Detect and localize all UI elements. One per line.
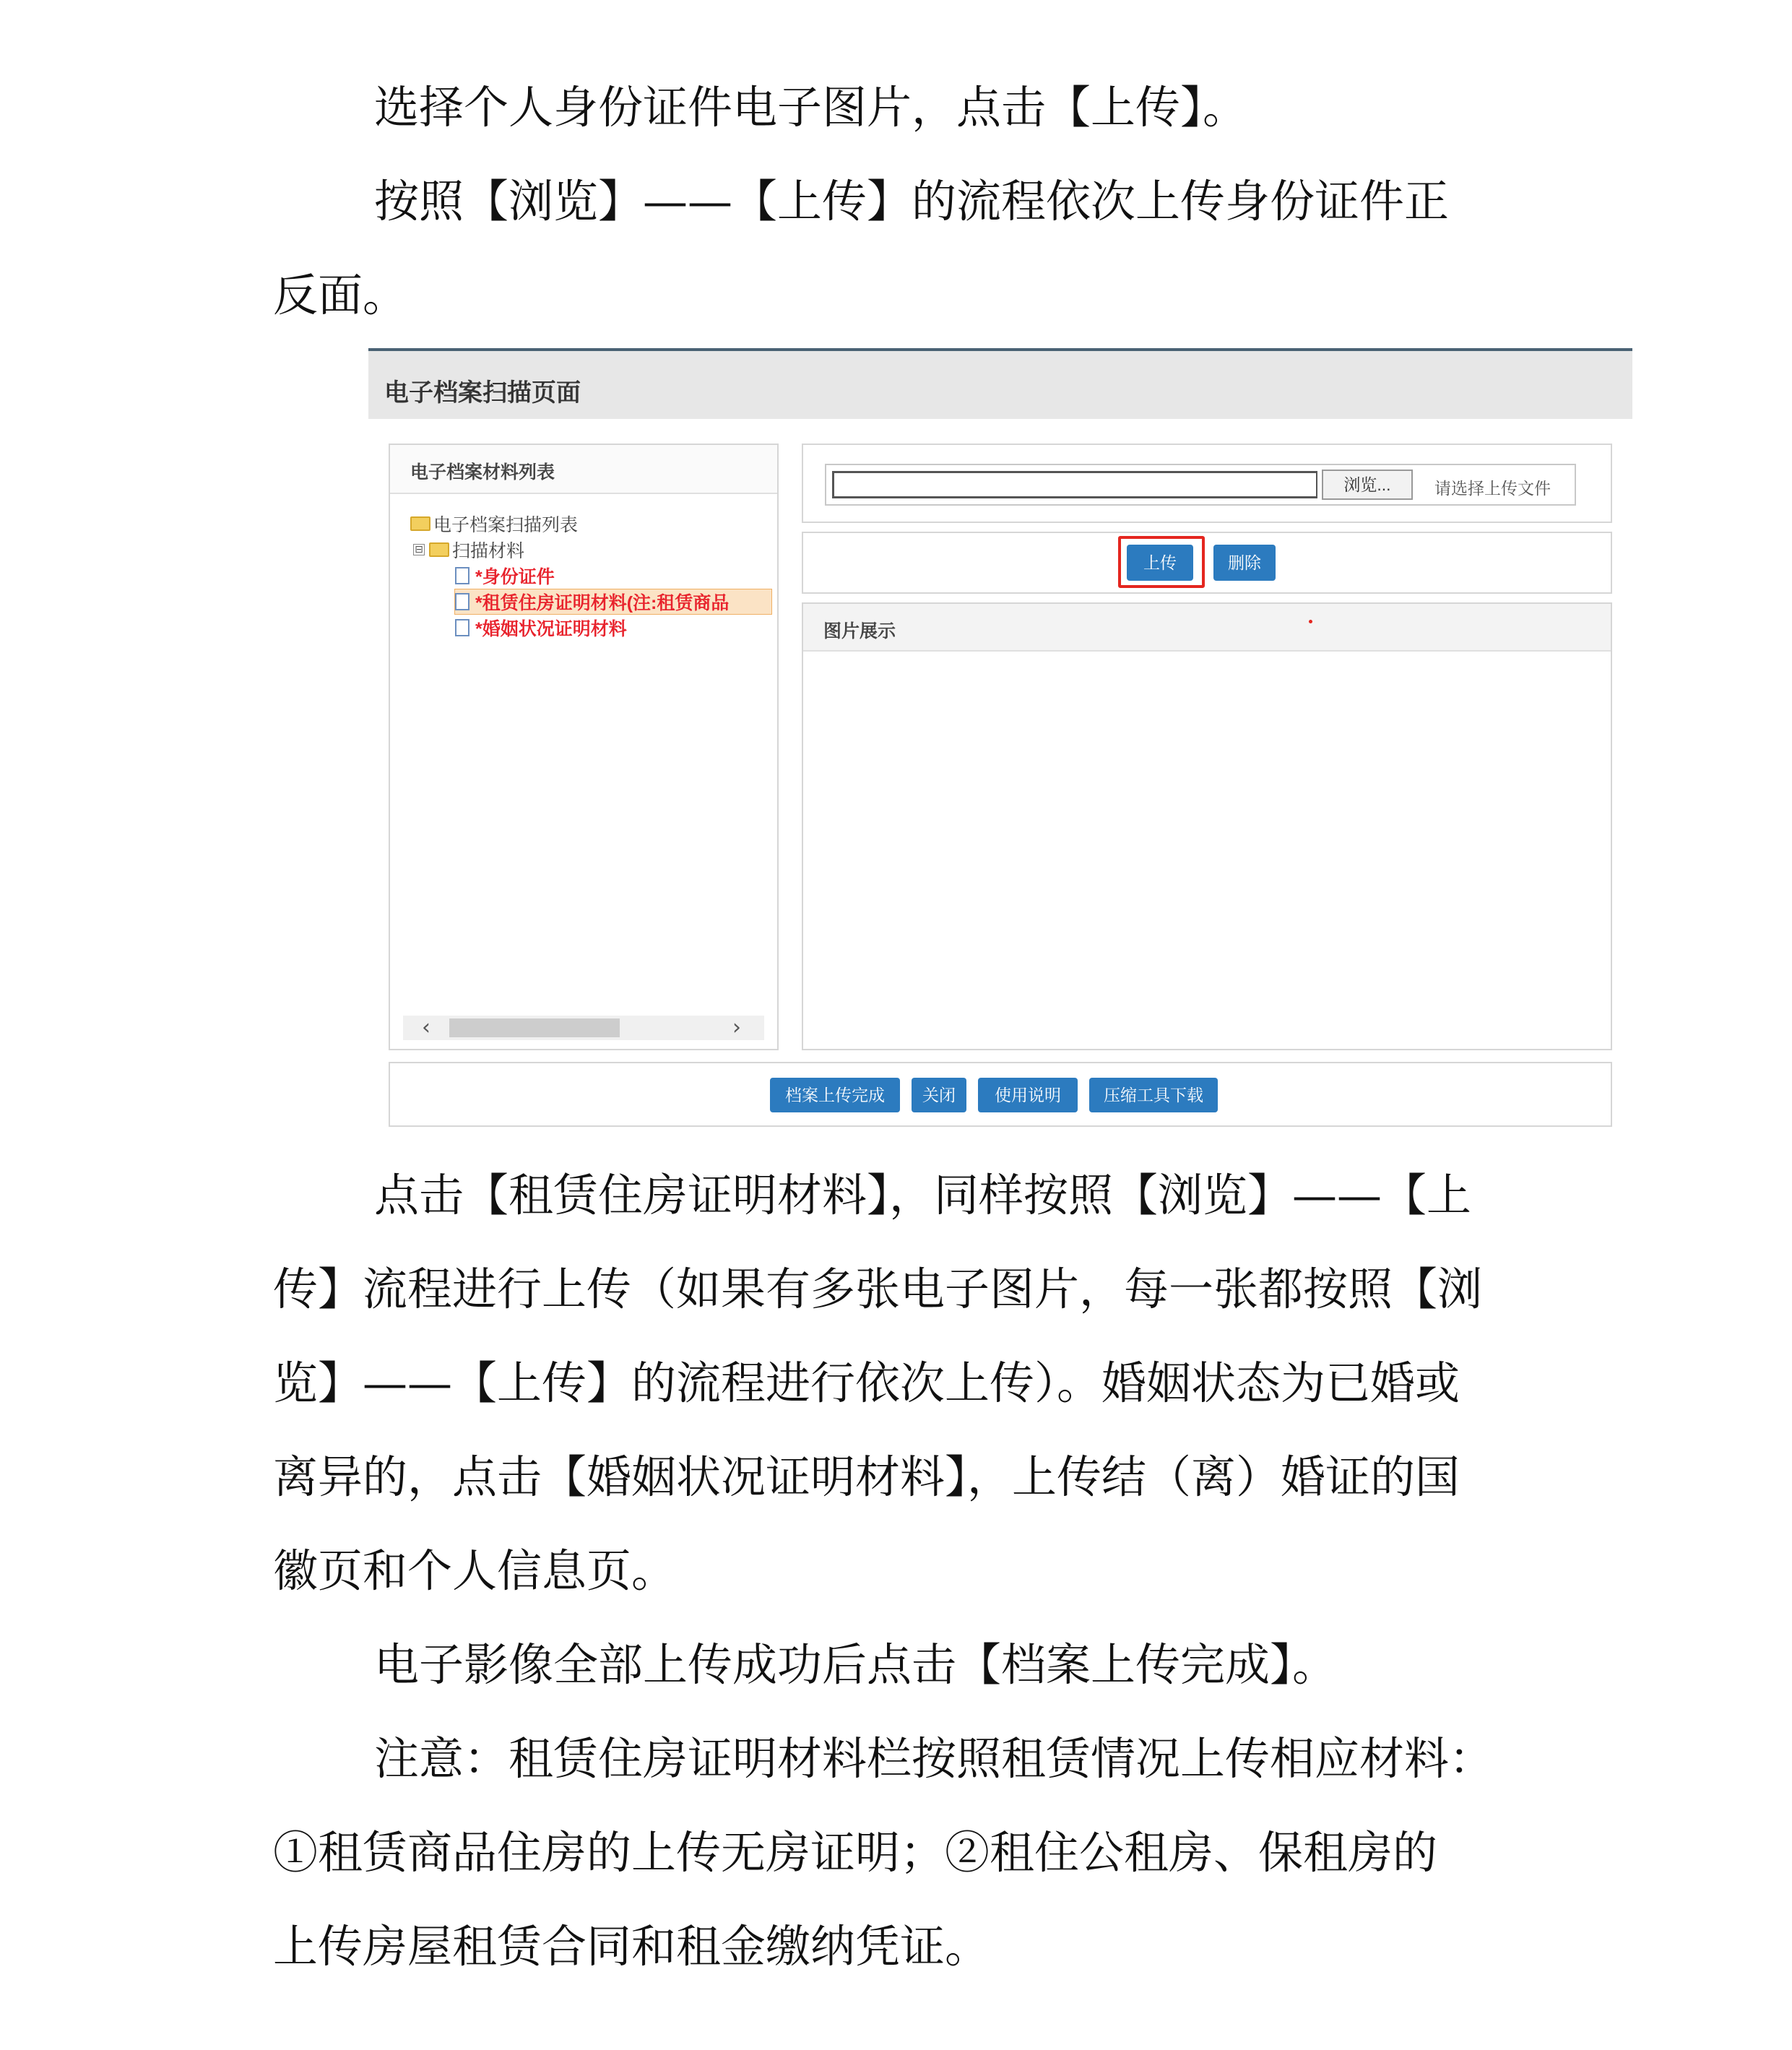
paragraph-3-line-3: 览】——【上传】的流程进行依次上传）。婚姻状态为已婚或: [273, 1357, 1460, 1409]
paragraph-5-line-2: ①租赁商品住房的上传无房证明；②租住公租房、保租房的: [273, 1826, 1438, 1879]
instructions-button[interactable]: 使用说明: [978, 1078, 1078, 1112]
upload-complete-button[interactable]: 档案上传完成: [770, 1078, 900, 1112]
upload-button[interactable]: 上传: [1127, 545, 1193, 581]
horizontal-scrollbar[interactable]: [403, 1016, 764, 1040]
image-preview-title: 图片展示: [823, 621, 896, 641]
file-hint: 请选择上传文件: [1434, 479, 1551, 498]
paragraph-1: [273, 61, 1544, 155]
paragraph-2-line-2: 反面。: [273, 269, 408, 321]
red-dot-mark: [1309, 620, 1312, 623]
browse-button[interactable]: 浏览...: [1322, 470, 1413, 500]
paragraph-3-line-4: 离异的，点击【婚姻状况证明材料】，上传结（离）婚证的国: [273, 1450, 1460, 1503]
tree-item-label: *婚姻状况证明材料: [475, 619, 627, 639]
bottom-toolbar: [389, 1062, 1612, 1127]
paragraph-5-line-1: [273, 1712, 1544, 1806]
page-title: 电子档案扫描页面: [384, 379, 581, 407]
tree-root[interactable]: [410, 511, 578, 536]
material-list-panel: [389, 444, 779, 1050]
paragraph-2-line-1: [273, 155, 1544, 248]
page-header: [368, 348, 1632, 419]
folder-icon: [429, 542, 449, 557]
collapse-icon[interactable]: ⊟: [413, 544, 425, 555]
document-icon: [455, 567, 469, 584]
scroll-left-icon[interactable]: ‹: [422, 1015, 430, 1040]
paragraph-text: 注意：租赁住房证明材料栏按照租赁情况上传相应材料：: [374, 1732, 1494, 1785]
tree-item-marriage-proof[interactable]: [455, 615, 627, 640]
material-list-header: [390, 445, 777, 494]
document-icon: [455, 593, 469, 610]
document-icon: [455, 619, 469, 636]
paragraph-4: [273, 1618, 1544, 1712]
paragraph-text: 按照【浏览】——【上传】的流程依次上传身份证件正: [374, 175, 1450, 228]
embedded-upload-screenshot: [368, 348, 1632, 1114]
file-select-panel: [802, 444, 1612, 523]
tree-group-label: 扫描材料: [452, 541, 525, 561]
paragraph-3-line-1: [273, 1149, 1544, 1242]
paragraph-5-line-3: 上传房屋租赁合同和租金缴纳凭证。: [273, 1920, 990, 1973]
close-button[interactable]: 关闭: [912, 1078, 966, 1112]
file-select-control: [825, 464, 1576, 506]
scroll-right-icon[interactable]: ›: [732, 1015, 741, 1040]
delete-button[interactable]: 删除: [1213, 545, 1276, 581]
image-preview-panel: [802, 602, 1612, 1050]
tree-group-scan-materials[interactable]: [413, 537, 524, 562]
paragraph-text: 选择个人身份证件电子图片，点击【上传】。: [374, 81, 1248, 134]
paragraph-3-line-2: 传】流程进行上传（如果有多张电子图片，每一张都按照【浏: [273, 1263, 1483, 1315]
paragraph-text: 点击【租赁住房证明材料】，同样按照【浏览】——【上: [374, 1169, 1472, 1221]
paragraph-3-line-5: 徽页和个人信息页。: [273, 1544, 677, 1597]
tree-item-label: *身份证件: [475, 567, 555, 587]
tree-item-id-document[interactable]: [455, 563, 555, 588]
tree-item-label: *租赁住房证明材料(注:租赁商品: [475, 593, 730, 613]
paragraph-text: 电子影像全部上传成功后点击【档案上传完成】。: [374, 1638, 1338, 1691]
tree-item-rental-proof[interactable]: [455, 589, 771, 614]
material-list-title: 电子档案材料列表: [410, 462, 555, 483]
compress-tool-download-button[interactable]: 压缩工具下载: [1089, 1078, 1218, 1112]
image-preview-header: [803, 604, 1611, 652]
folder-icon: [410, 516, 430, 531]
scroll-thumb[interactable]: [449, 1018, 620, 1037]
action-panel: [802, 532, 1612, 594]
tree-root-label: 电子档案扫描列表: [433, 515, 579, 535]
file-path-input[interactable]: [832, 471, 1317, 498]
